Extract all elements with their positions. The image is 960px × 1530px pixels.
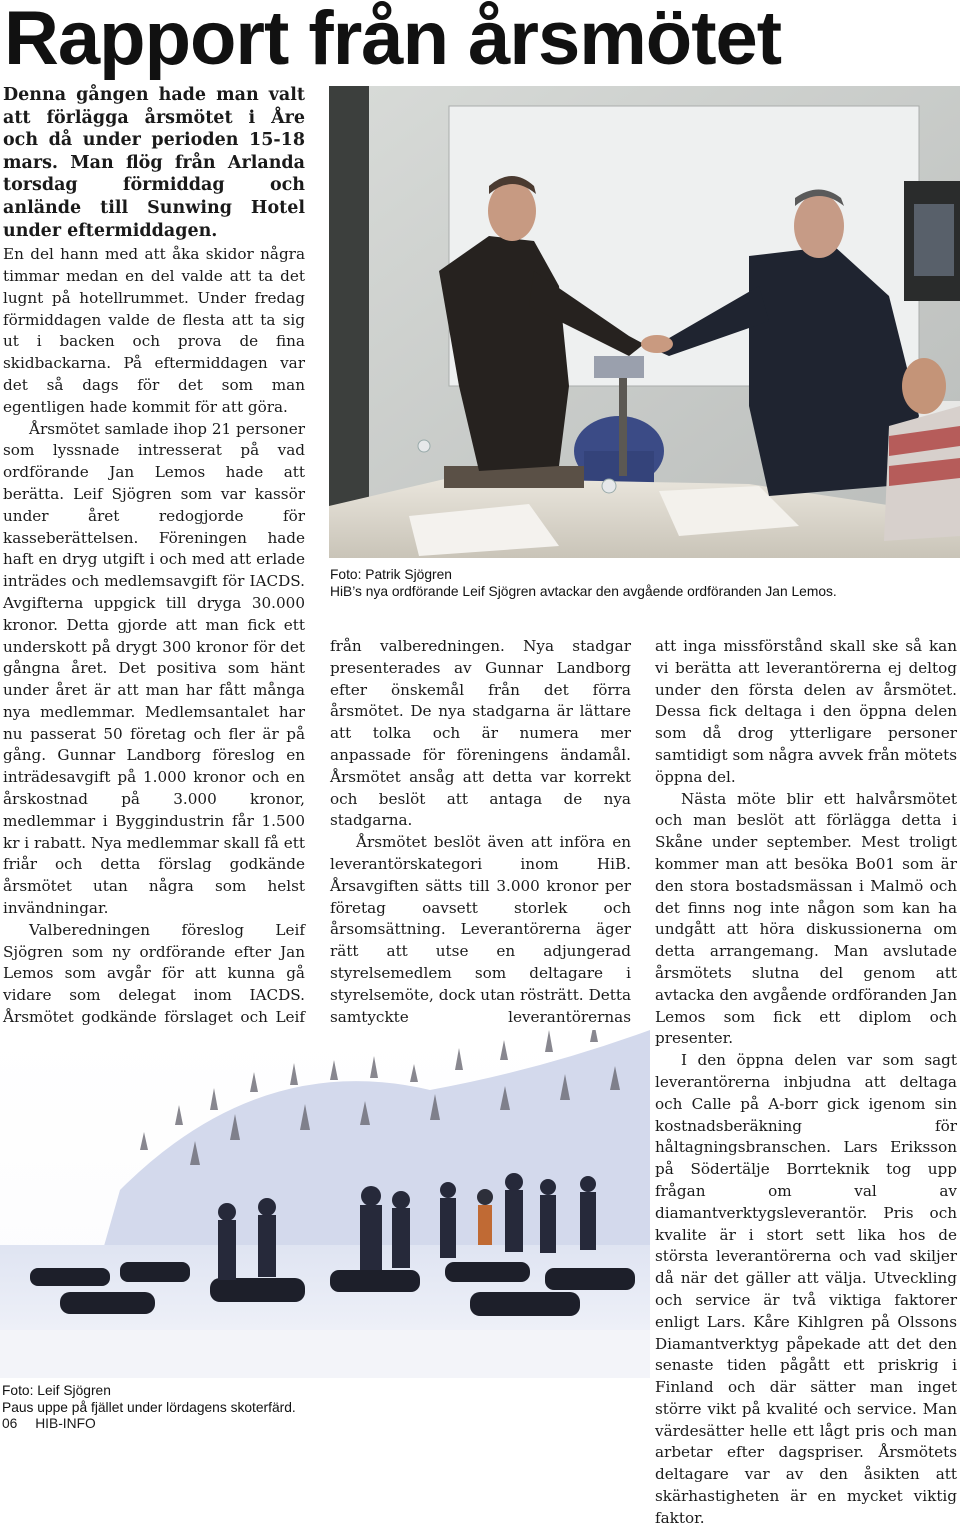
body-paragraph: En del hann med att åka skidor några timmar medan en del valde att ta det lugnt på hotellrummet. Under fredag förmiddagen valde de flesta att ta sig ut i backen och prova de fina skidbackarna. På eftermiddagen var det så dags för det som man egentligen hade kommit för att göra. bbox=[3, 245, 305, 416]
photo-credit: Foto: Patrik Sjögren bbox=[330, 567, 452, 582]
meeting-photo-caption bbox=[330, 566, 837, 600]
photo-credit: Foto: Leif Sjögren bbox=[2, 1383, 111, 1398]
lead-paragraph: Denna gången hade man valt att förlägga årsmötet i Åre och då under perioden 15-18 mars. Man flög från Arlanda torsdag förmiddag och anlände till Sunwing Hotel under eftermiddagen. bbox=[3, 85, 305, 241]
body-paragraph: Valberedningen föreslog Leif Sjögren som ny ordförande efter Jan Lemos som avgår för att kunna gå vidare som delegat inom IACDS. Årsmötet godkände förslaget och Leif bbox=[3, 920, 305, 1027]
body-paragraph: att inga missförstånd skall ske så kan vi berätta att leverantörerna ej deltog under den första delen av årsmötet. Dessa fick deltaga i den öppna delen som då drog ytterligare personer samtidigt som några avvek från mötets öppna del. bbox=[655, 637, 957, 786]
page-footer bbox=[2, 1416, 96, 1432]
article-column-1 bbox=[3, 84, 305, 1116]
body-paragraph: från valberedningen. Nya stadgar presenterades av Gunnar Landborg efter önskemål från det förra årsmötet. De nya stadgarna är lättare att tolka och är numera mer anpassade för föreningens ändamål. Årsmötet ansåg att detta var korrekt och beslöt att antaga de nya stadgarna. bbox=[330, 637, 631, 830]
body-paragraph: I den öppna delen var som sagt leverantörerna inbjudna att deltaga och Calle på A-borr gick igenom sin kostnadsberäkning för håltagningsbranschen. Lars Eriksson på Södertälje Borrteknik tog upp frågan om val av diamantverktygsleverantör. Pris och kvalite är i stort sett lika hos de största leverantörerna och vad skiljer då när det gäller att välja. Utveckling och service är två viktiga faktorer enligt Lars. Kåre Kihlgren på Olssons Diamantverktyg påpekade att det den senaste tiden pågått ett priskrig i Finland och där sätter man inget större vikt på kvalité och service. Man värdesätter helle ett lågt pris och man arbetar efter dagspriser. Årsmötets deltagare var av den åsikten att skärhastigheten är en mycket viktig faktor. bbox=[655, 1051, 957, 1527]
body-paragraph: Årsmötet samlade ihop 21 personer som lyssnade intresserat på vad ordförande Jan Lemos hade att berätta. Leif Sjögren som var kassör under året redogjorde för kasseberättelsen. Föreningen hade haft en dryg utgift i och med att erlade inträdes och medlemsavgift för IACDS. Avgifterna uppgick till dryga 30.000 kronor. Detta gjorde att man fick ett underskott på drygt 300 kronor för det gångna året. Det positiva som hänt under året är att man har fått många nya medlemmar. Medlemsantalet har nu passerat 50 företag och fler är på gång. Gunnar Landborg föreslog en inträdesavgift på 1.000 kronor och en årskostnad på 3.000 kronor, medlemmar i Byggindustrin får 1.500 kr i rabatt. Nya medlemmar skall få ett friår och detta förslag godkände årsmötet utan några som helst invändningar. bbox=[3, 419, 305, 918]
meeting-photo bbox=[329, 86, 960, 558]
headline: Rapport från årsmötet bbox=[4, 0, 782, 81]
page-number: 06 bbox=[2, 1416, 18, 1431]
snowmobile-photo-caption bbox=[2, 1382, 296, 1416]
caption-text: Paus uppe på fjället under lördagens skoterfärd. bbox=[2, 1400, 296, 1415]
article-column-2 bbox=[330, 636, 631, 1094]
body-paragraph: Nästa möte blir ett halvårsmötet och man beslöt att förlägga detta i Skåne under september. Mest troligt kommer man att besöka Bo01 som är den stora bostadsmässan i Malmö och det finns nog inte någon som kan ha undgått att höra diskussionerna om detta arrangemang. Man avslutade årsmötets slutna del genom att avtacka den avgående ordföranden Jan Lemos som fick ett diplom och presenter. bbox=[655, 789, 957, 1048]
snowmobile-photo bbox=[0, 1030, 650, 1378]
body-paragraph: Årsmötet beslöt även att införa en leverantörskategori inom HiB. Årsavgiften sätts till 3.000 kronor per företag oavsett storlek och årsomsättning. Leverantörerna äger rätt att utse en adjungerad styrelsemedlem som deltagare i styrelsemöte, dock utan rösträtt. Detta samtyckte leverantörernas bbox=[330, 833, 631, 1026]
caption-text: HiB’s nya ordförande Leif Sjögren avtackar den avgående ordföranden Jan Lemos. bbox=[330, 584, 837, 599]
article-column-3 bbox=[655, 636, 957, 1530]
publication-name: HIB-INFO bbox=[35, 1416, 96, 1431]
